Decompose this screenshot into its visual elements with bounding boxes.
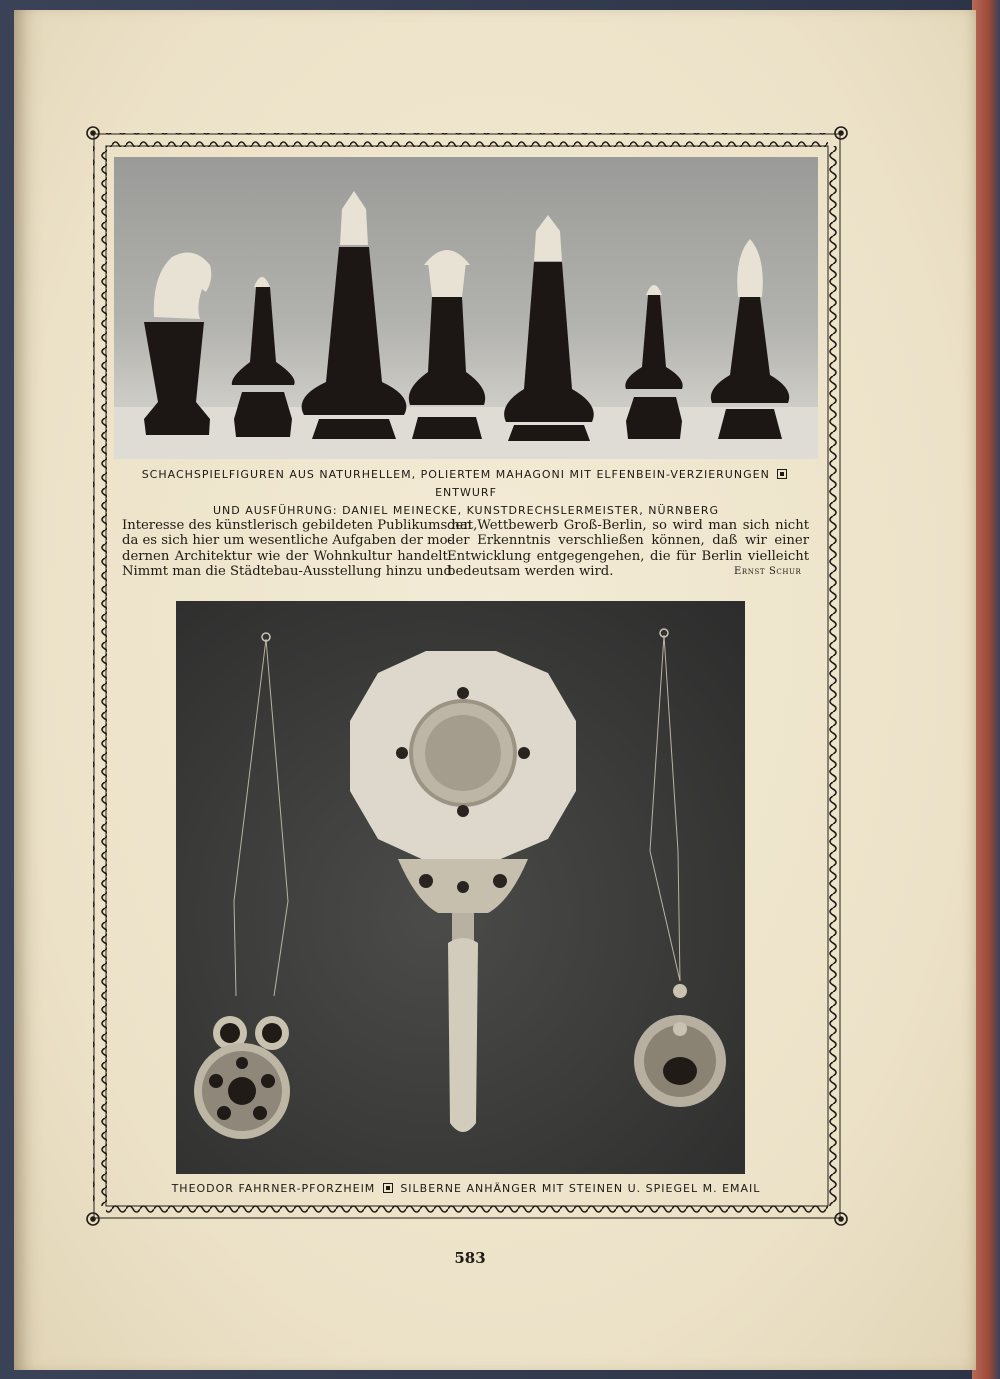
text-line: der Erkenntnis verschließen können, daß wir einer: [447, 533, 809, 549]
text-line: Entwicklung entgegengehen, die für Berlin vielleicht: [447, 548, 809, 564]
chess-caption-line1: SCHACHSPIELFIGUREN AUS NATURHELLEM, POLIERTEM MAHAGONI MIT ELFENBEIN-VERZIERUNGEN: [141, 468, 770, 481]
author-signature: Ernst Schur: [734, 566, 802, 577]
chess-caption-line1-tail: ENTWURF: [435, 486, 497, 499]
text-line: Nimmt man die Städtebau-Ausstellung hinzu und: [122, 564, 452, 580]
page-number: 583: [454, 1249, 486, 1267]
box-separator-icon: [777, 469, 787, 479]
text-line: dernen Architektur wie der Wohnkultur handelt.: [122, 548, 452, 564]
chess-pieces-photo: [114, 157, 818, 459]
box-separator-icon: [383, 1183, 393, 1193]
jewelry-caption-left: THEODOR FAHRNER-PFORZHEIM: [171, 1182, 376, 1195]
text-line: da es sich hier um wesentliche Aufgaben der mo-: [122, 533, 453, 549]
jewelry-caption: [114, 1182, 818, 1195]
text-line: bedeutsam werden wird.: [447, 564, 614, 580]
chess-caption-line2: UND AUSFÜHRUNG: DANIEL MEINECKE, KUNSTDRECHSLERMEISTER, NÜRNBERG: [212, 504, 720, 517]
text-line: den Wettbewerb Groß-Berlin, so wird man sich nicht: [447, 518, 809, 533]
cover-edge: [972, 0, 1000, 1379]
jewelry-photo: [176, 601, 745, 1174]
text-column-left: [122, 518, 478, 580]
text-line: Interesse des künstlerisch gebildeten Publikums hat,: [122, 518, 478, 533]
jewelry-caption-right: SILBERNE ANHÄNGER MIT STEINEN U. SPIEGEL M. EMAIL: [400, 1182, 761, 1195]
chess-caption: [114, 466, 818, 520]
